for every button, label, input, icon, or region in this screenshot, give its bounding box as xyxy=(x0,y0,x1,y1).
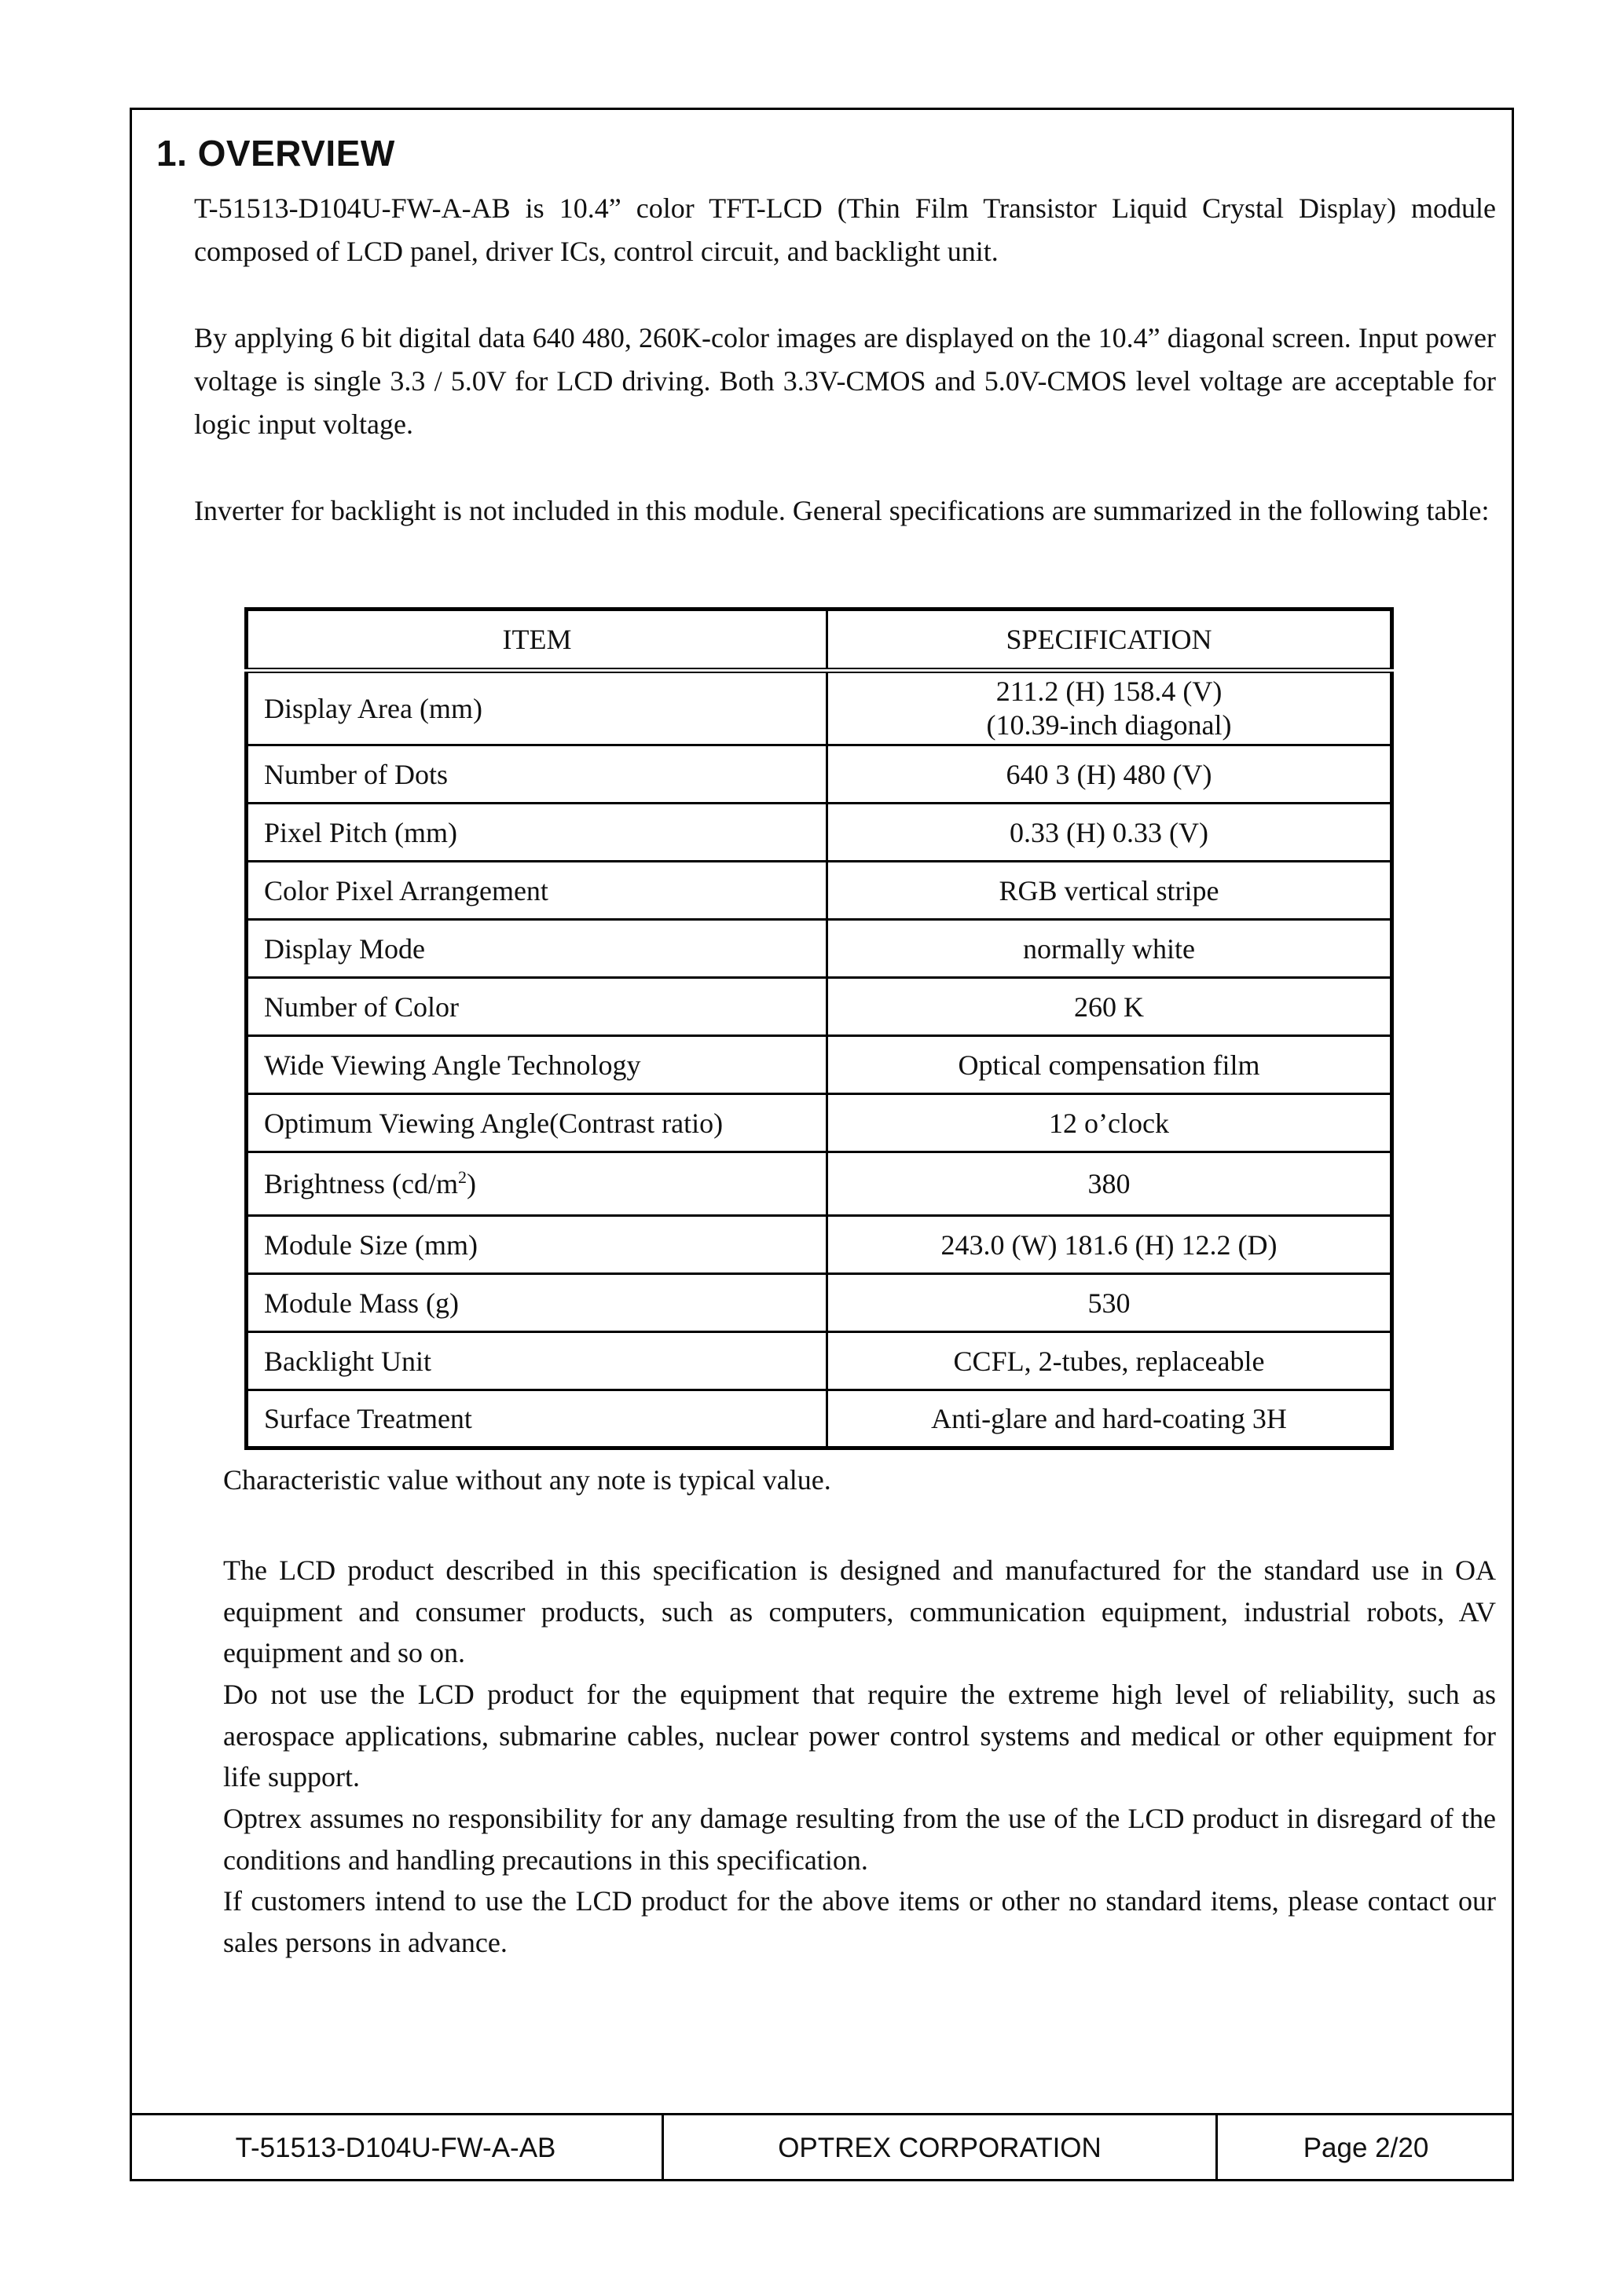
row-item: Module Size (mm) xyxy=(247,1216,827,1274)
overview-paragraph-2: By applying 6 bit digital data 640 480, 260K-color images are displayed on the 10.4” diagonal screen. Input power voltage is single 3.3 / 5.0V for LCD driving. Both 3.3V-CMOS and 5.0V-CMOS level voltage are acceptable for logic input voltage. xyxy=(194,322,1496,440)
row-spec xyxy=(827,671,1392,745)
footer-page-number: Page 2/20 xyxy=(1303,2133,1429,2163)
table-row xyxy=(247,1274,1392,1332)
row-spec: 0.33 (H) 0.33 (V) xyxy=(827,804,1392,862)
row-item: Module Mass (g) xyxy=(247,1274,827,1332)
row-spec: 260 K xyxy=(827,978,1392,1036)
table-row xyxy=(247,1332,1392,1390)
row-spec: CCFL, 2-tubes, replaceable xyxy=(827,1332,1392,1390)
table-row xyxy=(247,671,1392,745)
disclaimer-paragraph-1: The LCD product described in this specification is designed and manufactured for the standard use in OA equipment and consumer products, such as computers, communication equipment, industrial robots, AV equipment and so on. xyxy=(223,1554,1496,1668)
row-item: Wide Viewing Angle Technology xyxy=(247,1036,827,1094)
footer-company: OPTREX CORPORATION xyxy=(664,2115,1218,2181)
disclaimer-paragraph-4: If customers intend to use the LCD product for the above items or other no standard items, please contact our sales persons in advance. xyxy=(223,1885,1496,1958)
table-row xyxy=(247,804,1392,862)
row-item: Optimum Viewing Angle(Contrast ratio) xyxy=(247,1094,827,1152)
disclaimer-paragraph-3: Optrex assumes no responsibility for any damage resulting from the use of the LCD product in disregard of the conditions and handling precautions in this specification. xyxy=(223,1803,1496,1876)
row-item: Pixel Pitch (mm) xyxy=(247,804,827,862)
page-footer xyxy=(130,2113,1514,2181)
row-spec: RGB vertical stripe xyxy=(827,862,1392,920)
row-spec: Optical compensation film xyxy=(827,1036,1392,1094)
table-header-specification: SPECIFICATION xyxy=(827,610,1392,671)
table-row xyxy=(247,978,1392,1036)
table-header-item: ITEM xyxy=(247,610,827,671)
row-item: Backlight Unit xyxy=(247,1332,827,1390)
table-row xyxy=(247,920,1392,978)
row-spec: normally white xyxy=(827,920,1392,978)
row-spec: 380 xyxy=(827,1152,1392,1216)
row-item: Brightness $(cd/m^2)$ xyxy=(247,1152,827,1216)
specification-table xyxy=(244,607,1394,1450)
table-row xyxy=(247,862,1392,920)
section-heading: 1. OVERVIEW xyxy=(156,133,395,174)
disclaimer-paragraph-2: Do not use the LCD product for the equipment that require the extreme high level of reliability, such as aerospace applications, submarine cables, nuclear power control systems and medical or other equipment for life support. xyxy=(223,1679,1496,1792)
row-spec-line: (10.39-inch diagonal) xyxy=(986,709,1232,741)
table-row xyxy=(247,745,1392,804)
table-row xyxy=(247,1390,1392,1448)
table-row xyxy=(247,1152,1392,1216)
row-spec: 12 o’clock xyxy=(827,1094,1392,1152)
footer-model-number: T-51513-D104U-FW-A-AB xyxy=(130,2115,664,2181)
row-item: Number of Color xyxy=(247,978,827,1036)
row-spec: 640 3 (H) 480 (V) xyxy=(827,745,1392,804)
row-item: Display Area (mm) xyxy=(247,671,827,745)
row-spec: 530 xyxy=(827,1274,1392,1332)
table-row xyxy=(247,1216,1392,1274)
row-spec: 243.0 (W) 181.6 (H) 12.2 (D) xyxy=(827,1216,1392,1274)
overview-paragraph-3: Inverter for backlight is not included in this module. General specifications are summarized in the following table: xyxy=(194,495,1490,526)
typical-value-note: Characteristic value without any note is typical value. xyxy=(223,1464,831,1496)
row-item: Number of Dots xyxy=(247,745,827,804)
row-spec-line: 211.2 (H) 158.4 (V) xyxy=(995,676,1223,707)
table-row xyxy=(247,1094,1392,1152)
row-item: Color Pixel Arrangement xyxy=(247,862,827,920)
table-row xyxy=(247,1036,1392,1094)
row-item: Display Mode xyxy=(247,920,827,978)
overview-paragraph-1: T-51513-D104U-FW-A-AB is 10.4” color TFT-LCD (Thin Film Transistor Liquid Crystal Display) module composed of LCD panel, driver ICs, control circuit, and backlight unit. xyxy=(194,192,1496,267)
row-spec: Anti-glare and hard-coating 3H xyxy=(827,1390,1392,1448)
row-item: Surface Treatment xyxy=(247,1390,827,1448)
